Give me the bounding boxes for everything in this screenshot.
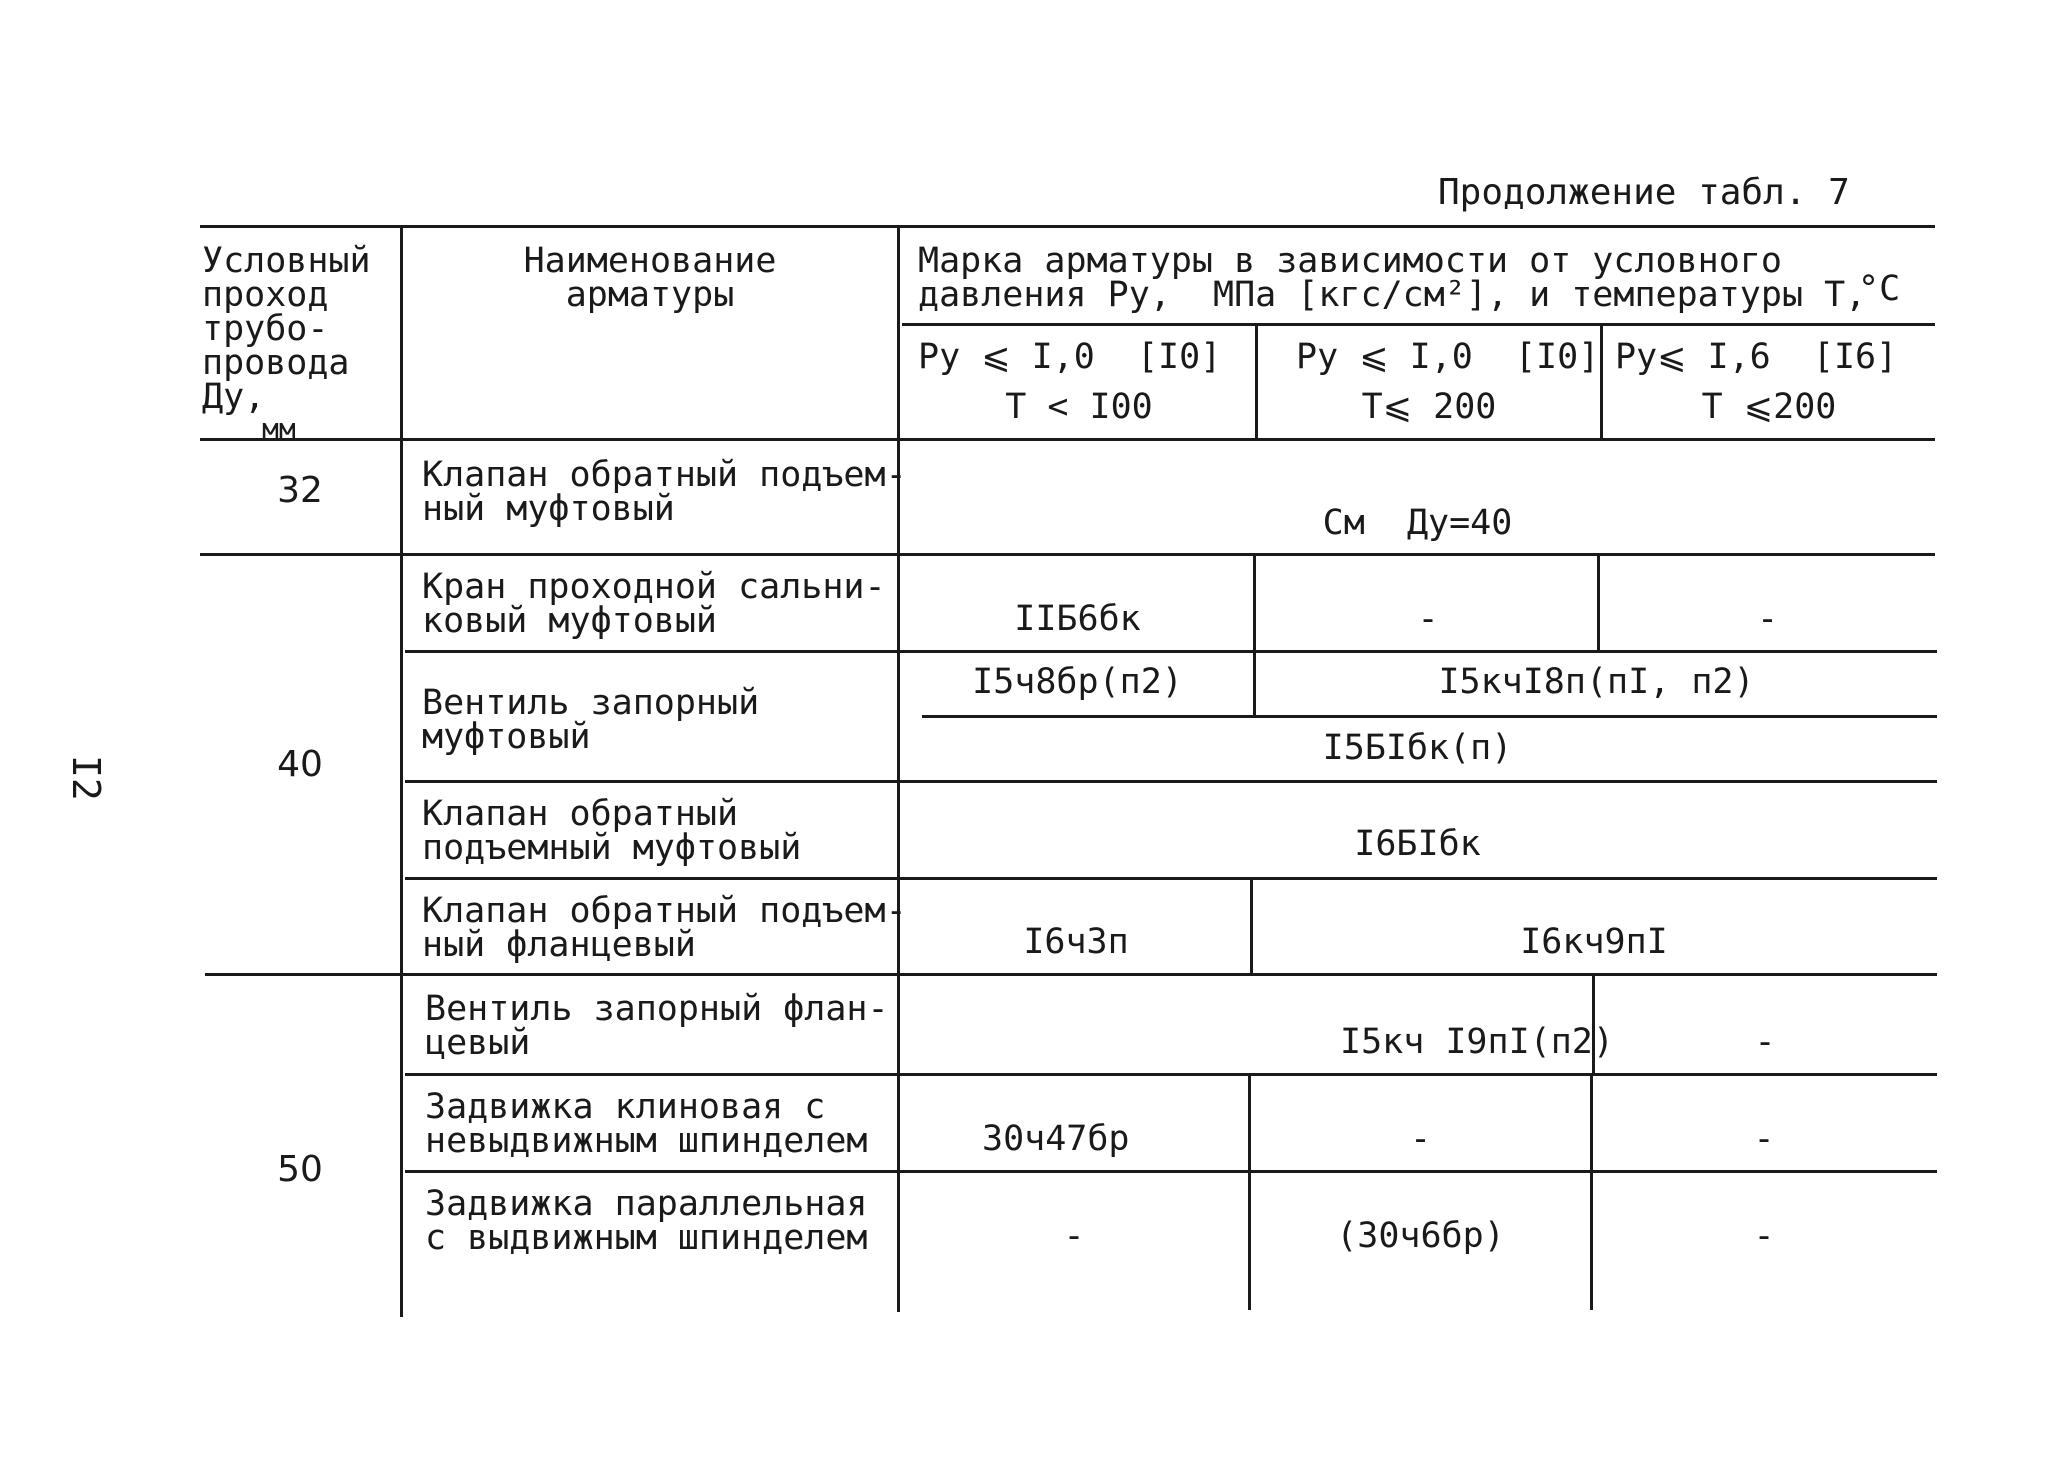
header-col1-l1: Условный bbox=[202, 241, 371, 281]
row1-name-l1: Клапан обратный подъем- bbox=[422, 455, 907, 495]
table-caption: Продолжение табл. 7 bbox=[1438, 172, 1850, 213]
row3-name-l1: Вентиль запорный bbox=[422, 683, 760, 723]
row4-name-l2: подъемный муфтовый bbox=[422, 828, 802, 868]
row3-merged-value: I5БIбк(п) bbox=[1322, 728, 1513, 768]
page-number: I2 bbox=[64, 755, 108, 801]
rule-r6-bottom bbox=[405, 1073, 1937, 1076]
subheader-1-l2: Т < I00 bbox=[1005, 387, 1153, 427]
rule-top bbox=[200, 225, 1935, 228]
rule-col2-right bbox=[897, 225, 900, 1312]
row6-name-l2: цевый bbox=[425, 1023, 531, 1063]
row2-col1-value: IIБ6бк bbox=[1014, 599, 1141, 639]
rule-r4-bottom bbox=[405, 877, 1937, 880]
row7-col3-value: - bbox=[1753, 1119, 1775, 1159]
header-col1-l6: мм bbox=[262, 412, 296, 445]
rule-32-bottom bbox=[200, 553, 1935, 556]
row5-name-l2: ный фланцевый bbox=[422, 925, 696, 965]
row1-name-l2: ный муфтовый bbox=[422, 489, 675, 529]
group-dn-40: 40 bbox=[277, 744, 323, 785]
header-col3-l2: давления Ру, МПа [кгс/см²], и температуры Т, bbox=[918, 275, 1867, 315]
row7-col2-value: - bbox=[1409, 1119, 1432, 1159]
header-col3-unit: °С bbox=[1858, 269, 1901, 309]
group-dn-32: 32 bbox=[277, 470, 323, 511]
row8-col1-value: - bbox=[1063, 1216, 1085, 1256]
row6-col12-value: I5кч I9пI(п2) bbox=[1340, 1022, 1614, 1062]
group-dn-50: 50 bbox=[277, 1149, 323, 1190]
row8-col2-value: (30ч6бр) bbox=[1336, 1216, 1505, 1256]
header-col1-l2: проход bbox=[202, 275, 329, 315]
row2-name-l2: ковый муфтовый bbox=[422, 601, 718, 641]
rule-r3-inner bbox=[922, 715, 1937, 718]
subheader-2-l1: Ру ⩽ I,0 [I0] bbox=[1296, 337, 1600, 377]
row4-merged-value: I6БIбк bbox=[1354, 824, 1481, 864]
row2-col2-value: - bbox=[1417, 599, 1439, 639]
rule-40-bottom bbox=[205, 973, 1937, 976]
row7-name-l1: Задвижка клиновая с bbox=[425, 1087, 826, 1127]
rule-r2-bottom bbox=[405, 650, 1937, 653]
subheader-2-l2: Т⩽ 200 bbox=[1361, 387, 1497, 427]
row3-name-l2: муфтовый bbox=[422, 717, 591, 757]
row5-col23-value: I6кч9пI bbox=[1520, 922, 1668, 962]
header-col1-l3: трубо- bbox=[202, 309, 329, 349]
rule-subheader bbox=[902, 323, 1935, 326]
subheader-3-l1: Ру⩽ I,6 [I6] bbox=[1615, 337, 1898, 377]
rule-col1-right bbox=[400, 225, 403, 1317]
row2-col3-value: - bbox=[1756, 599, 1779, 639]
row1-merged-value: См Ду=40 bbox=[1322, 503, 1513, 543]
row8-name-l2: с выдвижным шпинделем bbox=[425, 1218, 868, 1258]
header-col1-l5: Ду, bbox=[202, 377, 266, 417]
row6-name-l1: Вентиль запорный флан- bbox=[425, 989, 889, 1029]
header-col2-l1: Наименование bbox=[523, 241, 777, 281]
rule-r78-12 bbox=[1248, 1073, 1251, 1310]
row5-name-l1: Клапан обратный подъем- bbox=[422, 891, 907, 931]
row8-col3-value: - bbox=[1753, 1216, 1775, 1256]
row3-col23-value: I5кчI8п(пI, п2) bbox=[1438, 662, 1755, 702]
rule-r3-bottom bbox=[405, 780, 1937, 783]
row5-col1-value: I6ч3п bbox=[1023, 922, 1129, 962]
row2-name-l1: Кран проходной сальни- bbox=[422, 567, 886, 607]
header-col1-l4: провода bbox=[202, 343, 350, 383]
header-col2-l2: арматуры bbox=[565, 275, 735, 315]
row3-col1-value: I5ч8бр(п2) bbox=[972, 662, 1183, 702]
row6-col3-value: - bbox=[1754, 1022, 1776, 1062]
subheader-3-l2: Т ⩽200 bbox=[1701, 387, 1837, 427]
header-col3-l1: Марка арматуры в зависимости от условного bbox=[918, 241, 1782, 281]
subheader-1-l1: Ру ⩽ I,0 [I0] bbox=[918, 337, 1222, 377]
rule-r7-bottom bbox=[405, 1170, 1937, 1173]
row4-name-l1: Клапан обратный bbox=[422, 794, 739, 834]
rule-header-bottom bbox=[200, 438, 1935, 441]
row7-name-l2: невыдвижным шпинделем bbox=[425, 1121, 868, 1161]
row8-name-l1: Задвижка параллельная bbox=[425, 1184, 868, 1224]
rule-r78-23 bbox=[1590, 1073, 1593, 1310]
row7-col1-value: 30ч47бр bbox=[982, 1119, 1130, 1159]
